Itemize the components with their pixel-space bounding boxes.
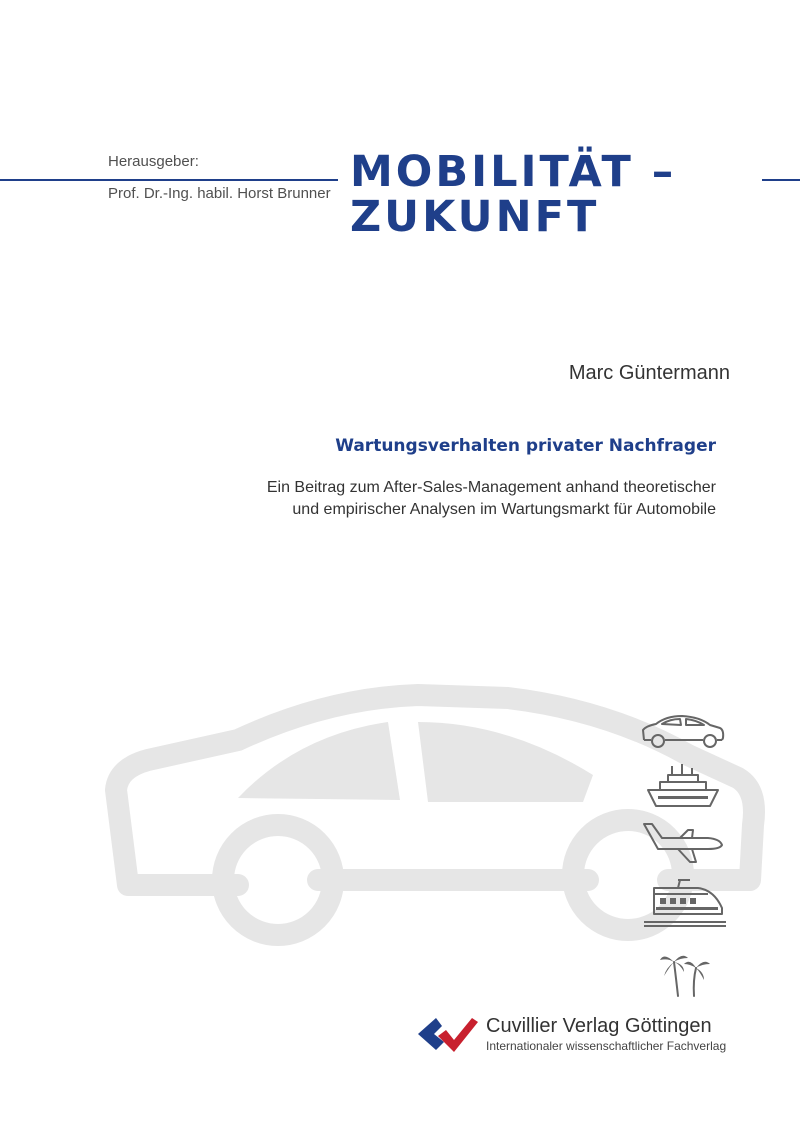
series-title-line2: ZUKUNFT (350, 192, 600, 242)
car-icon (638, 712, 728, 752)
publisher-block (414, 1012, 734, 1056)
subtitle-line-1: Ein Beitrag zum After-Sales-Management anhand theoretischer (266, 479, 716, 496)
editor-label: Herausgeber: (108, 153, 199, 170)
series-title (350, 147, 790, 242)
train-icon (638, 874, 728, 930)
transport-icons (638, 712, 728, 1000)
subtitle-line-2: und empirischer Analysen im Wartungsmarkt für Automobile (292, 501, 716, 518)
airplane-icon (638, 816, 728, 868)
cuvillier-logo (414, 1014, 480, 1054)
header-rule-right (762, 179, 800, 181)
publisher-name: Cuvillier Verlag Göttingen (486, 1015, 712, 1037)
author-name: Marc Güntermann (568, 362, 730, 384)
book-title: Wartungsverhalten privater Nachfrager (335, 436, 716, 456)
series-title-line1: MOBILITÄT – (350, 147, 677, 197)
ship-icon (638, 760, 728, 812)
publisher-tagline: Internationaler wissenschaftlicher Fachverlag (486, 1039, 727, 1053)
header-rule-left (0, 179, 338, 181)
book-subtitle (96, 477, 716, 521)
palm-trees-icon (638, 948, 728, 1000)
editor-name: Prof. Dr.-Ing. habil. Horst Brunner (108, 185, 331, 202)
